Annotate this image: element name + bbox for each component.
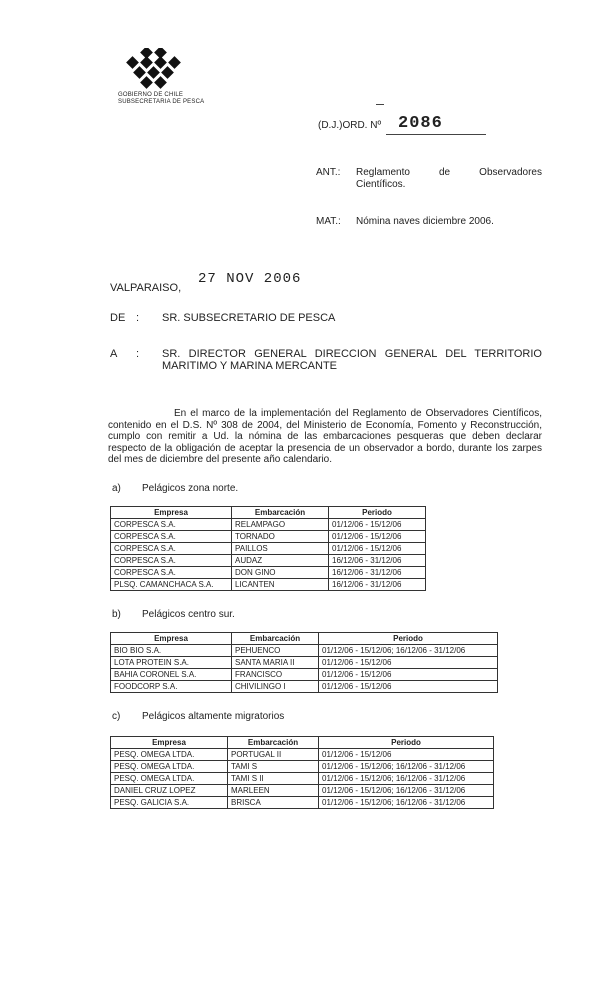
mat-label: MAT.:: [316, 216, 341, 227]
de-text: SR. SUBSECRETARIO DE PESCA: [162, 312, 336, 324]
cell-empresa: PESQ. GALICIA S.A.: [111, 797, 228, 809]
org-line-2: SUBSECRETARIA DE PESCA: [118, 99, 205, 105]
cell-embarcacion: PEHUENCO: [232, 645, 319, 657]
cell-embarcacion: PAILLOS: [232, 543, 329, 555]
de-label: DE: [110, 312, 126, 324]
cell-embarcacion: LICANTEN: [232, 579, 329, 591]
ord-label: (D.J.)ORD. Nº: [318, 120, 382, 131]
section-b-label: b): [112, 609, 121, 620]
col-periodo: Periodo: [329, 507, 426, 519]
section-a-label: a): [112, 483, 121, 494]
col-embarcacion: Embarcación: [232, 633, 319, 645]
table-row: [111, 567, 426, 579]
ant-label: ANT.:: [316, 167, 341, 178]
col-embarcacion: Embarcación: [232, 507, 329, 519]
a-text-line2: MARITIMO Y MARINA MERCANTE: [162, 360, 338, 372]
cell-periodo: 01/12/06 - 15/12/06; 16/12/06 - 31/12/06: [319, 773, 494, 785]
body-paragraph: [108, 408, 542, 466]
date-stamp: 27 NOV 2006: [198, 271, 302, 287]
organization-name: [118, 92, 204, 106]
table-row: [111, 645, 498, 657]
cell-periodo: 01/12/06 - 15/12/06: [319, 657, 498, 669]
table-row: [111, 579, 426, 591]
cell-embarcacion: PORTUGAL II: [228, 749, 319, 761]
section-c-label: c): [112, 711, 121, 722]
city: VALPARAISO,: [110, 282, 182, 294]
table-row: [111, 669, 498, 681]
cell-empresa: FOODCORP S.A.: [111, 681, 232, 693]
body-paragraph-text: En el marco de la implementación del Reglamento de Observadores Científicos, contenido en el D.S. Nº 308 de 2004, del Ministerio de Economía, Fomento y Reconstrucción, cumplo con remitir a Ud. la nómina de las embarcaciones pesqueras que deben declarar respecto de la obligación de aceptar la presencia de un observador a bordo, durante los zarpes del mes de diciembre del presente año calendario.: [108, 408, 542, 465]
table-row: [111, 681, 498, 693]
cell-periodo: 01/12/06 - 15/12/06; 16/12/06 - 31/12/06: [319, 797, 494, 809]
cell-embarcacion: TORNADO: [232, 531, 329, 543]
cell-periodo: 01/12/06 - 15/12/06: [319, 749, 494, 761]
cell-embarcacion: CHIVILINGO I: [232, 681, 319, 693]
cell-embarcacion: FRANCISCO: [232, 669, 319, 681]
a-label: A: [110, 348, 118, 360]
cell-embarcacion: AUDAZ: [232, 555, 329, 567]
cell-periodo: 01/12/06 - 15/12/06: [319, 681, 498, 693]
ord-underline: [386, 134, 486, 135]
section-b-title: Pelágicos centro sur.: [142, 609, 235, 620]
cell-empresa: CORPESCA S.A.: [111, 519, 232, 531]
col-empresa: Empresa: [111, 507, 232, 519]
ord-number: 2086: [398, 114, 443, 133]
cell-embarcacion: MARLEEN: [228, 785, 319, 797]
cell-empresa: BIO BIO S.A.: [111, 645, 232, 657]
table-row: [111, 519, 426, 531]
col-embarcacion: Embarcación: [228, 737, 319, 749]
table-pelagicos-norte: [110, 506, 426, 591]
cell-embarcacion: TAMI S: [228, 761, 319, 773]
cell-embarcacion: SANTA MARIA II: [232, 657, 319, 669]
a-text-line1: SR. DIRECTOR GENERAL DIRECCION GENERAL DEL TERRITORIO: [162, 348, 542, 360]
cell-empresa: CORPESCA S.A.: [111, 543, 232, 555]
cell-empresa: PESQ. OMEGA LTDA.: [111, 749, 228, 761]
table-row: [111, 773, 494, 785]
section-c-title: Pelágicos altamente migratorios: [142, 711, 285, 722]
cell-periodo: 01/12/06 - 15/12/06; 16/12/06 - 31/12/06: [319, 785, 494, 797]
cell-periodo: 01/12/06 - 15/12/06: [329, 519, 426, 531]
cell-empresa: LOTA PROTEIN S.A.: [111, 657, 232, 669]
cell-empresa: BAHIA CORONEL S.A.: [111, 669, 232, 681]
dash-mark: [376, 104, 384, 105]
cell-empresa: DANIEL CRUZ LOPEZ: [111, 785, 228, 797]
cell-periodo: 16/12/06 - 31/12/06: [329, 555, 426, 567]
cell-empresa: PLSQ. CAMANCHACA S.A.: [111, 579, 232, 591]
cell-empresa: PESQ. OMEGA LTDA.: [111, 761, 228, 773]
table-row: [111, 761, 494, 773]
cell-embarcacion: DON GINO: [232, 567, 329, 579]
a-colon: :: [136, 348, 140, 360]
cell-periodo: 01/12/06 - 15/12/06: [319, 669, 498, 681]
table-row: [111, 797, 494, 809]
section-a-title: Pelágicos zona norte.: [142, 483, 239, 494]
cell-embarcacion: TAMI S II: [228, 773, 319, 785]
table-row: [111, 543, 426, 555]
col-periodo: Periodo: [319, 737, 494, 749]
cell-embarcacion: BRISCA: [228, 797, 319, 809]
cell-periodo: 01/12/06 - 15/12/06; 16/12/06 - 31/12/06: [319, 761, 494, 773]
cell-empresa: CORPESCA S.A.: [111, 531, 232, 543]
table-pelagicos-migratorios: [110, 736, 494, 809]
table-row: [111, 785, 494, 797]
table-row: [111, 657, 498, 669]
table-row: [111, 749, 494, 761]
mat-text: Nómina naves diciembre 2006.: [356, 216, 494, 227]
cell-periodo: 16/12/06 - 31/12/06: [329, 567, 426, 579]
col-empresa: Empresa: [111, 737, 228, 749]
cell-embarcacion: RELAMPAGO: [232, 519, 329, 531]
col-periodo: Periodo: [319, 633, 498, 645]
cell-empresa: PESQ. OMEGA LTDA.: [111, 773, 228, 785]
cell-periodo: 01/12/06 - 15/12/06; 16/12/06 - 31/12/06: [319, 645, 498, 657]
government-logo-icon: [120, 48, 190, 98]
col-empresa: Empresa: [111, 633, 232, 645]
cell-periodo: 16/12/06 - 31/12/06: [329, 579, 426, 591]
org-line-1: GOBIERNO DE CHILE: [118, 92, 184, 98]
de-colon: :: [136, 312, 140, 324]
cell-empresa: CORPESCA S.A.: [111, 555, 232, 567]
cell-periodo: 01/12/06 - 15/12/06: [329, 543, 426, 555]
cell-empresa: CORPESCA S.A.: [111, 567, 232, 579]
ant-text-line2: Científicos.: [356, 179, 406, 190]
table-row: [111, 531, 426, 543]
table-pelagicos-centro-sur: [110, 632, 498, 693]
ant-text-line1: Reglamento de Observadores: [356, 167, 542, 178]
table-row: [111, 555, 426, 567]
cell-periodo: 01/12/06 - 15/12/06: [329, 531, 426, 543]
